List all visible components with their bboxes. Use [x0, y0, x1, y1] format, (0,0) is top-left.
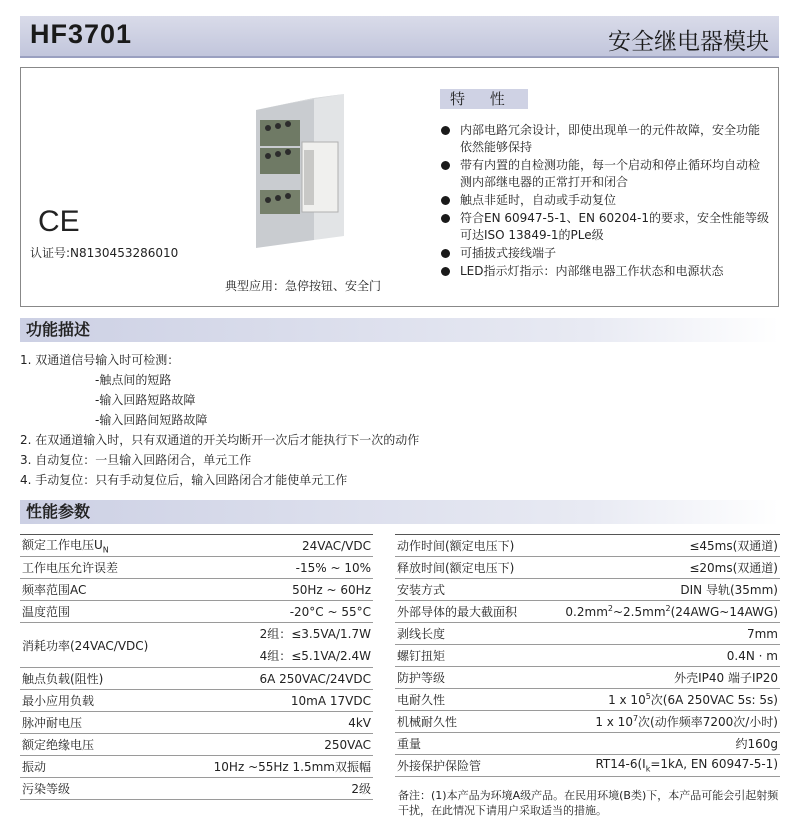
spec-label: 外接保护保险管	[395, 755, 563, 777]
spec-label: 机械耐久性	[395, 711, 563, 733]
features-list	[440, 122, 770, 281]
table-row	[395, 755, 780, 777]
spec-label: 脉冲耐电压	[20, 712, 174, 734]
ce-mark: CE	[38, 205, 80, 238]
spec-value: 0.4N · m	[563, 645, 780, 667]
spec-table-right	[395, 534, 780, 777]
features-title: 特 性	[440, 89, 528, 109]
product-title: 安全继电器模块	[608, 29, 769, 55]
table-row	[20, 712, 373, 734]
spec-label: 温度范围	[20, 601, 174, 623]
function-line: 2. 在双通道输入时，只有双通道的开关均断开一次后才能执行下一次的动作	[20, 433, 420, 447]
typical-application: 典型应用：急停按钮、安全门	[225, 279, 382, 293]
function-subline: -触点间的短路	[95, 373, 172, 387]
spec-label: 频率范围AC	[20, 579, 174, 601]
spec-value: ≤20ms(双通道)	[563, 557, 780, 579]
feature-item: 内部电路冗余设计，即使出现单一的元件故障，安全功能依然能够保持	[440, 122, 770, 156]
spec-label: 动作时间(额定电压下)	[395, 535, 563, 557]
product-image	[244, 90, 362, 250]
spec-label: 工作电压允许误差	[20, 557, 174, 579]
table-row	[395, 711, 780, 733]
spec-label: 消耗功率(24VAC/VDC)	[20, 623, 174, 668]
spec-label: 释放时间(额定电压下)	[395, 557, 563, 579]
spec-value: 外壳IP40 端子IP20	[563, 667, 780, 689]
spec-value: $0.2mm^2\sim 2.5mm^2(24AWG\sim 14AWG)$	[563, 601, 780, 623]
table-row	[20, 690, 373, 712]
table-row	[20, 557, 373, 579]
spec-value: 2组：≤3.5VA/1.7W	[259, 627, 371, 641]
spec-label: 污染等级	[20, 778, 174, 800]
spec-label: 螺钉扭矩	[395, 645, 563, 667]
table-row	[395, 733, 780, 755]
feature-item: LED指示灯指示：内部继电器工作状态和电源状态	[440, 263, 770, 280]
performance-heading: 性能参数	[20, 500, 779, 524]
spec-label: 防护等级	[395, 667, 563, 689]
table-row	[395, 579, 780, 601]
table-row	[20, 601, 373, 623]
spec-value: ≤45ms(双通道)	[563, 535, 780, 557]
feature-item: 触点非延时，自动或手动复位	[440, 192, 770, 209]
spec-value: -15% ~ 10%	[174, 557, 373, 579]
spec-value: 约160g	[563, 733, 780, 755]
header-bar	[20, 16, 779, 58]
table-row	[20, 668, 373, 690]
function-subline: -输入回路间短路故障	[95, 413, 208, 427]
function-line: 4. 手动复位：只有手动复位后，输入回路闭合才能使单元工作	[20, 473, 348, 487]
table-row	[395, 557, 780, 579]
spec-label: 最小应用负载	[20, 690, 174, 712]
feature-item: 可插拔式接线端子	[440, 245, 770, 262]
function-heading: 功能描述	[20, 318, 779, 342]
table-row	[395, 535, 780, 557]
spec-value: 4kV	[174, 712, 373, 734]
spec-label: 额定工作电压U	[22, 538, 103, 553]
spec-value: 250VAC	[174, 734, 373, 756]
spec-value: 1 x $10^7$次(动作频率7200次/小时)	[563, 711, 780, 733]
table-row	[20, 535, 373, 557]
spec-label: 重量	[395, 733, 563, 755]
feature-item: 带有内置的自检测功能，每一个启动和停止循环均自动检测内部继电器的正常打开和闭合	[440, 157, 770, 191]
model-number: HF3701	[30, 19, 133, 49]
function-line: 1. 双通道信号输入时可检测：	[20, 353, 180, 367]
spec-label: 安装方式	[395, 579, 563, 601]
function-subline: -输入回路短路故障	[95, 393, 196, 407]
table-row	[395, 689, 780, 711]
spec-table-left	[20, 534, 373, 800]
certificate-number: 认证号:N8130453286010	[30, 246, 179, 260]
spec-value: DIN 导轨(35mm)	[563, 579, 780, 601]
spec-label: 剥线长度	[395, 623, 563, 645]
table-row	[20, 734, 373, 756]
spec-value: 6A 250VAC/24VDC	[174, 668, 373, 690]
spec-label-sub: N	[102, 545, 109, 555]
spec-label: 振动	[20, 756, 174, 778]
spec-value: 7mm	[563, 623, 780, 645]
function-line: 3. 自动复位：一旦输入回路闭合，单元工作	[20, 453, 252, 467]
table-row	[20, 579, 373, 601]
spec-label: 电耐久性	[395, 689, 563, 711]
table-row	[395, 645, 780, 667]
table-row	[395, 601, 780, 623]
spec-value: 4组：≤5.1VA/2.4W	[259, 649, 371, 663]
function-list	[20, 350, 419, 490]
spec-value: 1 x $10^5$次(6A 250VAC 5s: 5s)	[563, 689, 780, 711]
spec-label: 外部导体的最大截面积	[395, 601, 563, 623]
note-text: 备注：(1)本产品为环境A级产品。在民用环境(B类)下，本产品可能会引起射频干扰，在此情况下请用户采取适当的措施。	[398, 789, 779, 817]
spec-value: 10mA 17VDC	[174, 690, 373, 712]
table-row	[395, 623, 780, 645]
spec-label: 触点负载(阻性)	[20, 668, 174, 690]
table-row	[20, 623, 373, 668]
feature-item: 符合EN 60947-5-1、EN 60204-1的要求，安全性能等级可达ISO 13849-1的PLe级	[440, 210, 770, 244]
spec-value: 50Hz ~ 60Hz	[174, 579, 373, 601]
table-row	[395, 667, 780, 689]
spec-value: $RT14-6(I_k=1kA$, EN 60947-5-1)	[563, 755, 780, 777]
spec-label: 额定绝缘电压	[20, 734, 174, 756]
spec-value: 24VAC/VDC	[174, 535, 373, 557]
table-row	[20, 756, 373, 778]
table-row	[20, 778, 373, 800]
spec-value: 10Hz ~55Hz 1.5mm双振幅	[174, 756, 373, 778]
spec-value: 2级	[174, 778, 373, 800]
spec-value: -20°C ~ 55°C	[174, 601, 373, 623]
